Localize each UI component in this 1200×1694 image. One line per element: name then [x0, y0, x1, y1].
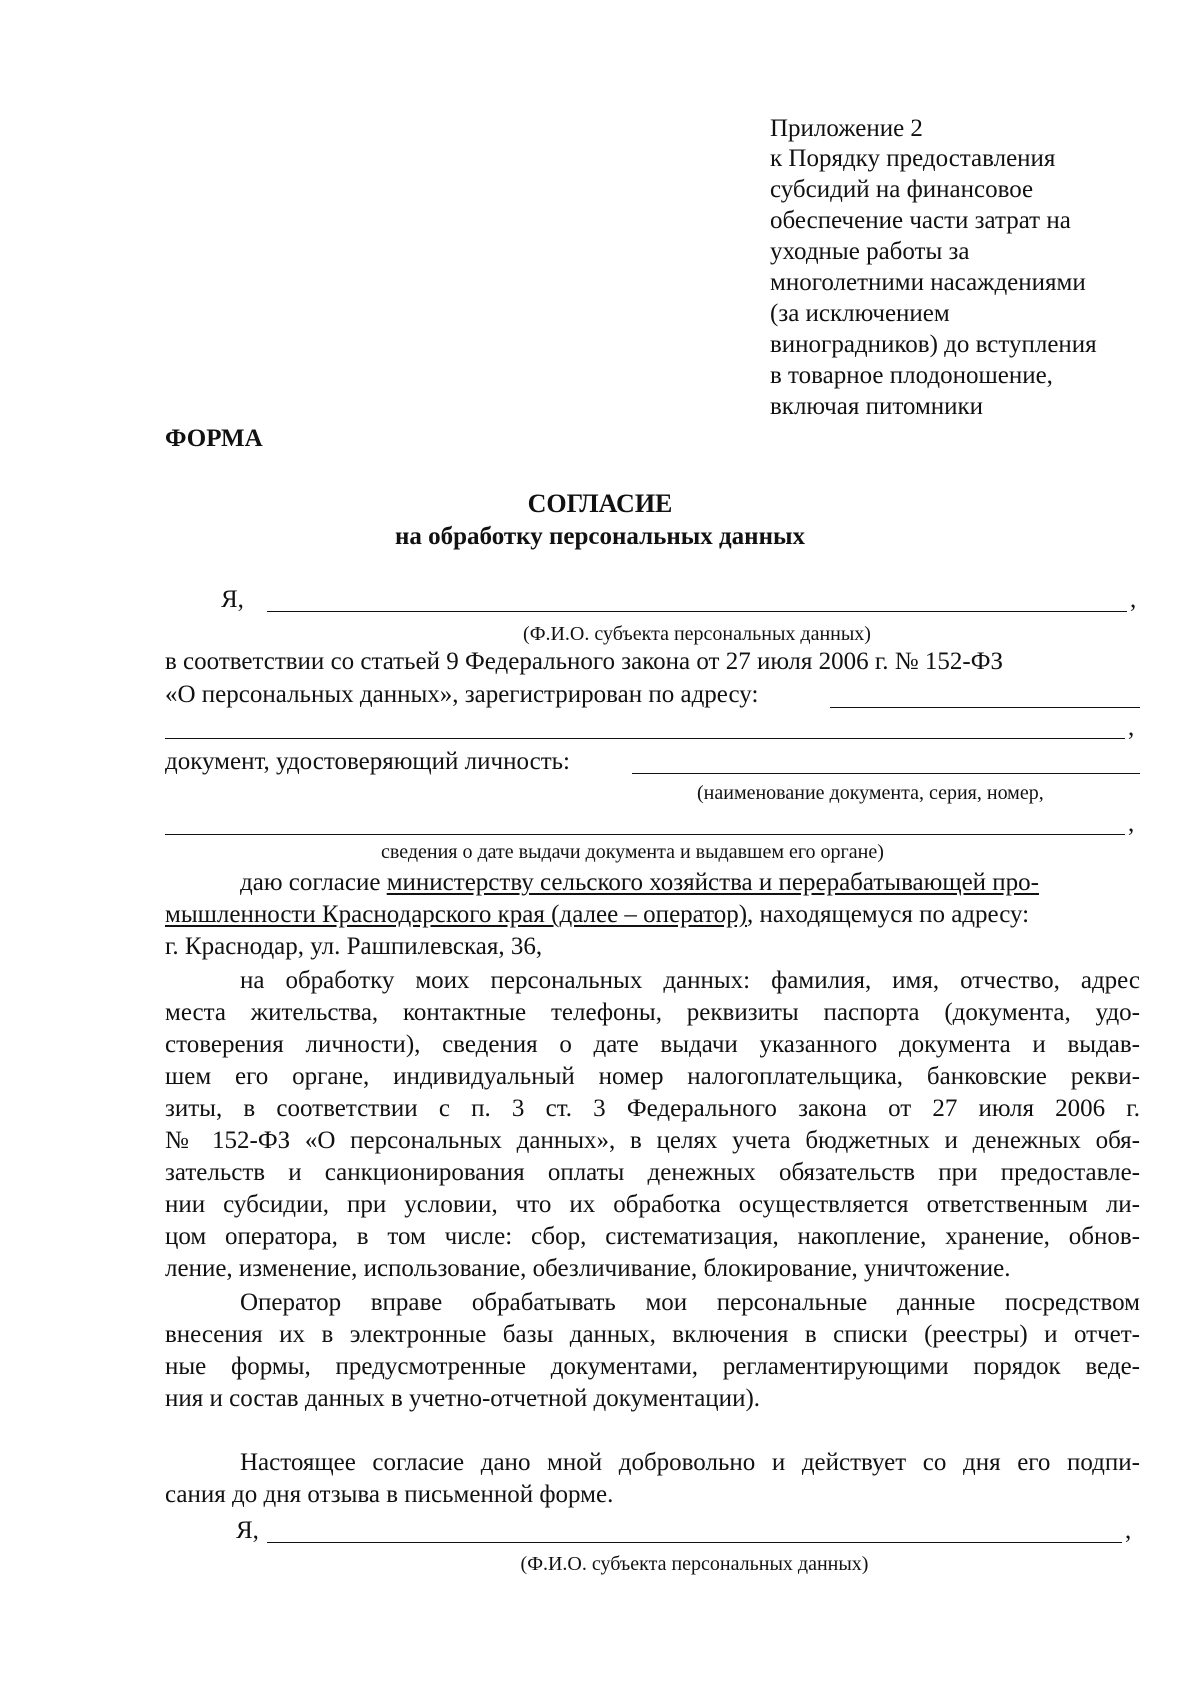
consent-line	[240, 868, 1039, 898]
paragraph-line: зиты, в соответствии с п. 3 ст. 3 Федерального закона от 27 июля 2006 г.	[165, 1095, 1140, 1122]
appendix-line: обеспечение части затрат на	[770, 207, 1071, 234]
paragraph-line: сания до дня отзыва в письменной форме.	[165, 1481, 614, 1508]
comma: ,	[1128, 714, 1135, 741]
document-title: СОГЛАСИЕ	[527, 489, 673, 518]
address-fill-line[interactable]	[830, 707, 1140, 708]
comma: ,	[1125, 1517, 1132, 1544]
paragraph-line: ния и состав данных в учетно-отчетной документации).	[165, 1385, 761, 1412]
paragraph-line: на обработку моих персональных данных: фамилия, имя, отчество, адрес	[240, 967, 1140, 994]
paragraph-line: шем его органе, индивидуальный номер налогоплательщика, банковские рекви-	[165, 1063, 1140, 1090]
fio-fill-line[interactable]	[267, 611, 1127, 612]
comma: ,	[1130, 586, 1137, 613]
document-subtitle: на обработку персональных данных	[395, 523, 805, 550]
document-fill-line[interactable]	[632, 773, 1140, 774]
consent-line	[165, 900, 1029, 930]
paragraph-line: ление, изменение, использование, обезличивание, блокирование, уничтожение.	[165, 1255, 1011, 1282]
law-reference-line: в соответствии со статьей 9 Федерального закона от 27 июля 2006 г. № 152-ФЗ	[165, 648, 1003, 675]
document-fill-line-2[interactable]	[165, 834, 1125, 835]
fio-caption: (Ф.И.О. субъекта персональных данных)	[523, 623, 871, 645]
paragraph-line: Оператор вправе обрабатывать мои персональные данные посредством	[240, 1289, 1140, 1316]
appendix-line: виноградников) до вступления	[770, 331, 1097, 358]
fio-caption: (Ф.И.О. субъекта персональных данных)	[520, 1553, 869, 1575]
paragraph-line: Настоящее согласие дано мной добровольно и действует со дня его подпи-	[240, 1449, 1140, 1476]
paragraph-line: № 152-ФЗ «О персональных данных», в целях учета бюджетных и денежных обя-	[165, 1127, 1140, 1154]
consent-lead: даю согласие	[240, 869, 387, 896]
paragraph-line: зательств и санкционирования оплаты денежных обязательств при предоставле-	[165, 1159, 1140, 1186]
address-label: «О персональных данных», зарегистрирован по адресу:	[165, 681, 759, 708]
appendix-line: Приложение 2	[770, 115, 923, 142]
appendix-line: уходные работы за	[770, 238, 970, 265]
paragraph-line: внесения их в электронные базы данных, включения в списки (реестры) и отчет-	[165, 1321, 1140, 1348]
fio-fill-line-bottom[interactable]	[267, 1542, 1122, 1543]
comma: ,	[1128, 810, 1135, 837]
operator-name: министерству сельского хозяйства и перерабатывающей про-	[386, 869, 1040, 896]
document-label: документ, удостоверяющий личность:	[165, 748, 570, 775]
operator-address-label: , находящемуся по адресу:	[747, 901, 1030, 928]
ya-label: Я,	[221, 586, 244, 613]
operator-address: г. Краснодар, ул. Рашпилевская, 36,	[165, 933, 543, 960]
appendix-line: включая питомники	[770, 393, 984, 420]
document-caption: (наименование документа, серия, номер,	[697, 782, 1044, 804]
ya-label: Я,	[236, 1517, 259, 1544]
paragraph-line: места жительства, контактные телефоны, реквизиты паспорта (документа, удо-	[165, 999, 1140, 1026]
document-caption: сведения о дате выдачи документа и выдавшем его органе)	[381, 841, 884, 863]
appendix-line: многолетними насаждениями	[770, 269, 1086, 296]
operator-name: мышленности Краснодарского края (далее – оператор)	[165, 901, 748, 928]
paragraph-line: ные формы, предусмотренные документами, регламентирующими порядок веде-	[165, 1353, 1140, 1380]
paragraph-line: нии субсидии, при условии, что их обработка осуществляется ответственным ли-	[165, 1191, 1140, 1218]
appendix-line: (за исключением	[770, 300, 950, 327]
address-fill-line-2[interactable]	[165, 738, 1125, 739]
form-label: ФОРМА	[165, 425, 263, 452]
paragraph-line: цом оператора, в том числе: сбор, систематизация, накопление, хранение, обнов-	[165, 1223, 1140, 1250]
appendix-line: к Порядку предоставления	[770, 145, 1056, 172]
appendix-line: в товарное плодоношение,	[770, 362, 1053, 389]
paragraph-line: стоверения личности), сведения о дате выдачи указанного документа и выдав-	[165, 1031, 1140, 1058]
appendix-line: субсидий на финансовое	[770, 176, 1034, 203]
